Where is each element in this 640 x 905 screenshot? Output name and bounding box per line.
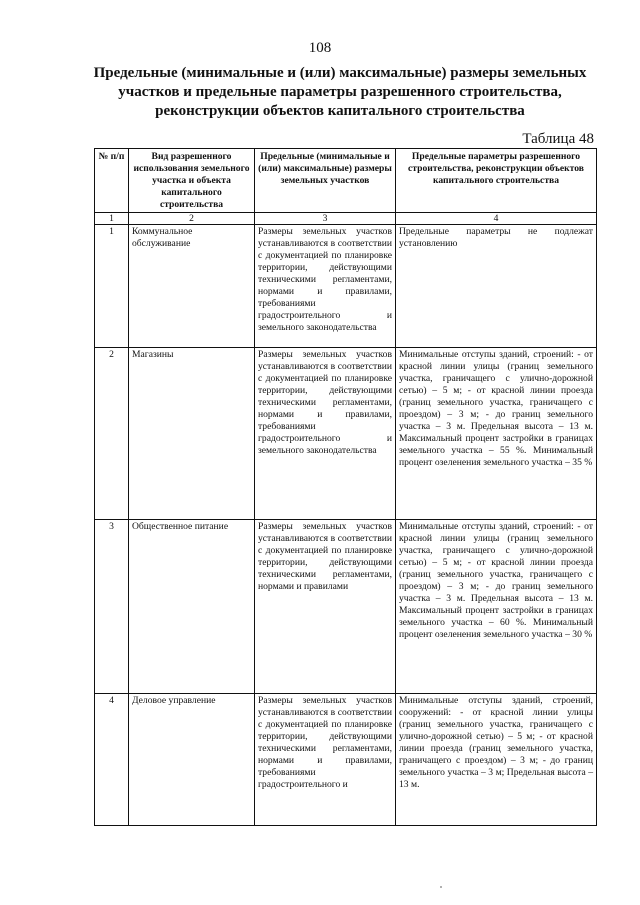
build-params-cell: Предельные параметры не подлежат установлению <box>396 225 597 348</box>
use-type-cell: Магазины <box>129 348 255 520</box>
header-use-type: Вид разрешенного использования земельного участка и объекта капитального строительства <box>129 149 255 213</box>
regulations-table <box>94 148 597 826</box>
header-build-params: Предельные параметры разрешенного строительства, реконструкции объектов капитального строительства <box>396 149 597 213</box>
table-row <box>95 348 597 520</box>
table-row <box>95 520 597 694</box>
plot-size-cell: Размеры земельных участков устанавливаются в соответствии с документацией по планировке территории, действующими техническими регламентами, нормами и правилами, требованиями градостроительного и земельного законодательства <box>255 225 396 348</box>
column-number: 2 <box>129 212 255 225</box>
use-type-cell: Коммунальное обслуживание <box>129 225 255 348</box>
page-number: 108 <box>308 40 332 56</box>
column-number-row <box>95 212 597 225</box>
build-params-cell: Минимальные отступы зданий, строений: - от красной линии улицы (границ земельного участка, граничащего с улично-дорожной сетью) – 5 м; - от красной линии проезда (границ земельного участка, граничащего с проездом) – 3 м; - до границ земельного участка – 3 м. Предельная высота – 13 м. Максимальный процент застройки в границах земельного участка – 55 %. Минимальный процент озеленения земельного участка – 35 % <box>396 348 597 520</box>
build-params-cell: Минимальные отступы зданий, строений, сооружений: - от красной линии улицы (границ земельного участка, граничащего с улично-дорожной сетью) – 5 м; - от красной линии проезда (границ земельного участка, граничащего с проездом) – 3 м; - до границ земельного участка – 3 м; Предельная высота – 13 м. <box>396 694 597 826</box>
use-type-cell: Общественное питание <box>129 520 255 694</box>
row-number: 1 <box>95 225 129 348</box>
plot-size-cell: Размеры земельных участков устанавливаются в соответствии с документацией по планировке территории, действующими техническими регламентами, нормами и правилами <box>255 520 396 694</box>
plot-size-cell: Размеры земельных участков устанавливаются в соответствии с документацией по планировке территории, действующими техническими регламентами, нормами и правилами, требованиями градостроительного и <box>255 694 396 826</box>
document-title: Предельные (минимальные и (или) максимальные) размеры земельных участков и предельные параметры разрешенного строительства, реконструкции объектов капитального строительства <box>93 65 587 119</box>
plot-size-cell: Размеры земельных участков устанавливаются в соответствии с документацией по планировке территории, действующими техническими регламентами, нормами и правилами, требованиями градостроительного и земельного законодательства <box>255 348 396 520</box>
header-plot-size: Предельные (минимальные и (или) максимальные) размеры земельных участков <box>255 149 396 213</box>
row-number: 2 <box>95 348 129 520</box>
build-params-cell: Минимальные отступы зданий, строений: - от красной линии улицы (границ земельного участка, граничащего с улично-дорожной сетью) – 5 м; - от красной линии проезда (границ земельного участка, граничащего с проездом) – 3 м; - до границ земельного участка – 3 м. Предельная высота – 13 м. Максимальный процент застройки в границах земельного участка – 60 %. Минимальный процент озеленения земельного участка – 30 % <box>396 520 597 694</box>
scan-artifact <box>440 886 442 888</box>
table-header-row <box>95 149 597 213</box>
column-number: 4 <box>396 212 597 225</box>
row-number: 3 <box>95 520 129 694</box>
column-number: 1 <box>95 212 129 225</box>
use-type-cell: Деловое управление <box>129 694 255 826</box>
row-number: 4 <box>95 694 129 826</box>
table-caption: Таблица 48 <box>522 131 594 147</box>
column-number: 3 <box>255 212 396 225</box>
table-row <box>95 225 597 348</box>
table-row <box>95 694 597 826</box>
header-number: № п/п <box>95 149 129 213</box>
